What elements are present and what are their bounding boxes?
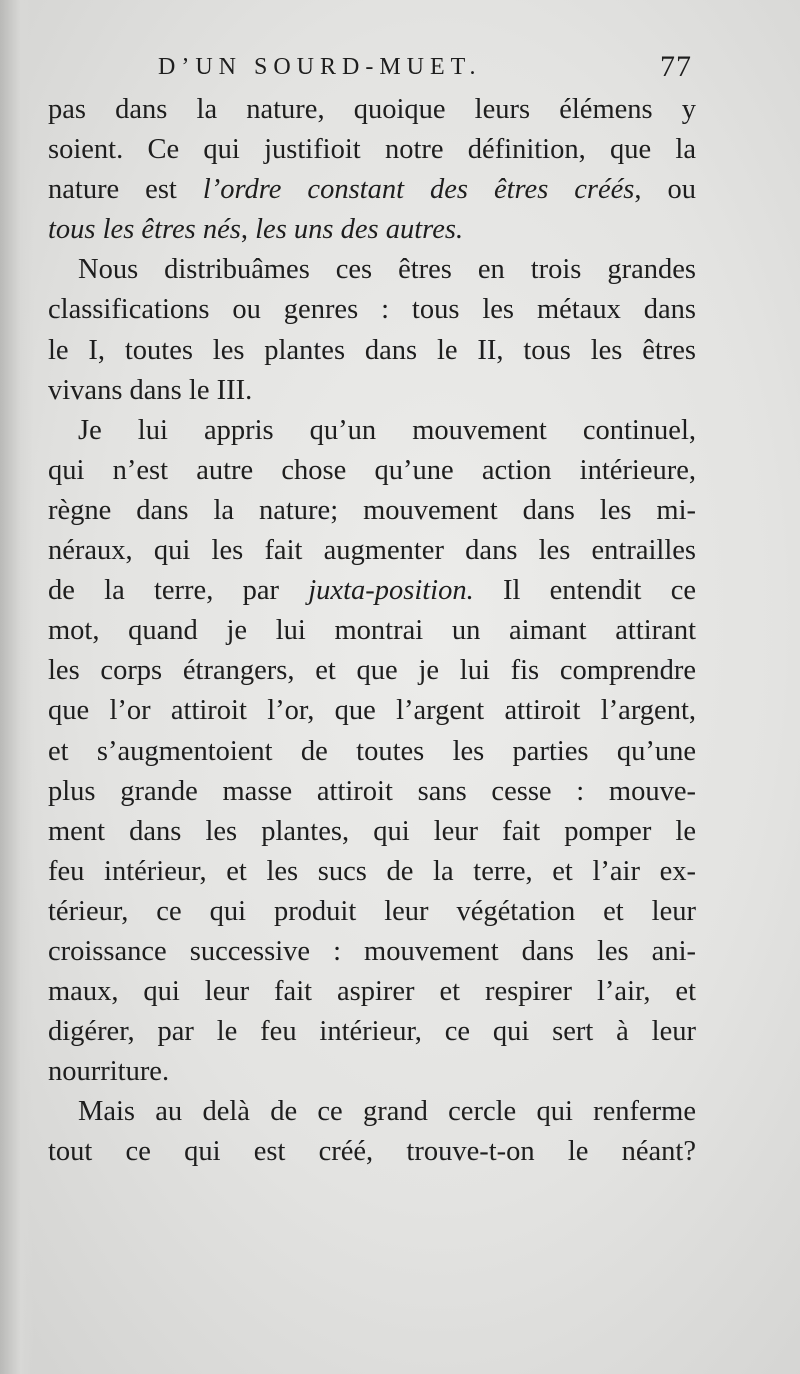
text-segment: mot, quand je lui montrai un aimant attirant bbox=[48, 615, 696, 647]
text-line bbox=[48, 331, 696, 371]
page-text-block bbox=[48, 50, 696, 1173]
italic-text: l’ordre constant des êtres créés bbox=[202, 174, 635, 206]
text-segment: nature est bbox=[48, 174, 203, 206]
text-line bbox=[48, 1132, 696, 1172]
text-segment: les corps étrangers, et que je lui fis comprendre bbox=[48, 655, 696, 687]
text-line bbox=[48, 170, 696, 210]
text-line bbox=[48, 210, 696, 250]
text-segment: Nous distribuâmes ces êtres en trois grandes bbox=[78, 254, 696, 286]
text-line bbox=[48, 611, 696, 651]
text-line bbox=[48, 1052, 696, 1092]
text-segment: que l’or attiroit l’or, que l’argent attiroit l’argent, bbox=[48, 695, 696, 727]
text-segment: plus grande masse attiroit sans cesse : mouve- bbox=[48, 775, 696, 807]
text-line bbox=[48, 812, 696, 852]
text-line bbox=[48, 90, 696, 130]
text-segment: Il entendit ce bbox=[473, 575, 697, 607]
text-segment: tout ce qui est créé, trouve-t-on le néant? bbox=[48, 1136, 696, 1168]
text-line bbox=[48, 451, 696, 491]
text-segment: règne dans la nature; mouvement dans les mi- bbox=[48, 494, 696, 526]
text-line bbox=[48, 691, 696, 731]
text-segment: et s’augmentoient de toutes les parties qu’une bbox=[48, 735, 696, 767]
text-segment: classifications ou genres : tous les métaux dans bbox=[48, 294, 696, 326]
text-line bbox=[48, 1012, 696, 1052]
italic-text: les uns des autres. bbox=[255, 214, 464, 246]
text-segment: ment dans les plantes, qui leur fait pomper le bbox=[48, 815, 696, 847]
text-segment: de la terre, par bbox=[48, 575, 309, 607]
text-line bbox=[48, 411, 696, 451]
text-segment: digérer, par le feu intérieur, ce qui sert à leur bbox=[48, 1016, 696, 1048]
text-line bbox=[48, 772, 696, 812]
text-line bbox=[48, 531, 696, 571]
text-line bbox=[48, 651, 696, 691]
text-segment: vivans dans le III. bbox=[48, 374, 253, 406]
text-segment: , ou bbox=[634, 174, 697, 206]
gutter-shadow bbox=[0, 0, 34, 1374]
text-line bbox=[48, 491, 696, 531]
italic-text: tous les êtres nés bbox=[48, 214, 241, 246]
text-line bbox=[48, 290, 696, 330]
text-segment: maux, qui leur fait aspirer et respirer l’air, et bbox=[48, 976, 696, 1008]
text-segment: le I, toutes les plantes dans le II, tous les êtres bbox=[48, 334, 696, 366]
text-line bbox=[48, 732, 696, 772]
body-text bbox=[48, 90, 696, 1173]
running-title: D’UN SOURD-MUET. bbox=[158, 54, 482, 80]
text-line bbox=[48, 932, 696, 972]
page-number: 77 bbox=[660, 50, 692, 83]
text-segment: croissance successive : mouvement dans les ani- bbox=[48, 935, 696, 967]
italic-text: juxta-position. bbox=[308, 575, 474, 607]
text-segment: Je lui appris qu’un mouvement continuel, bbox=[78, 414, 696, 446]
text-line bbox=[48, 1092, 696, 1132]
text-line bbox=[48, 371, 696, 411]
text-segment: feu intérieur, et les sucs de la terre, et l’air ex- bbox=[48, 855, 696, 887]
text-line bbox=[48, 130, 696, 170]
text-segment: soient. Ce qui justifioit notre définition, que la bbox=[48, 134, 696, 166]
text-line bbox=[48, 852, 696, 892]
text-segment: qui n’est autre chose qu’une action intérieure, bbox=[48, 454, 696, 486]
text-line bbox=[48, 571, 696, 611]
text-segment: Mais au delà de ce grand cercle qui renferme bbox=[78, 1096, 696, 1128]
text-segment: nourriture. bbox=[48, 1056, 170, 1088]
text-segment: pas dans la nature, quoique leurs élémens y bbox=[48, 94, 696, 125]
text-segment: néraux, qui les fait augmenter dans les entrailles bbox=[48, 535, 696, 567]
text-line bbox=[48, 972, 696, 1012]
text-line bbox=[48, 250, 696, 290]
text-segment: térieur, ce qui produit leur végétation et leur bbox=[48, 895, 696, 927]
text-segment: , bbox=[240, 214, 256, 246]
running-head bbox=[48, 50, 696, 90]
text-line bbox=[48, 892, 696, 932]
